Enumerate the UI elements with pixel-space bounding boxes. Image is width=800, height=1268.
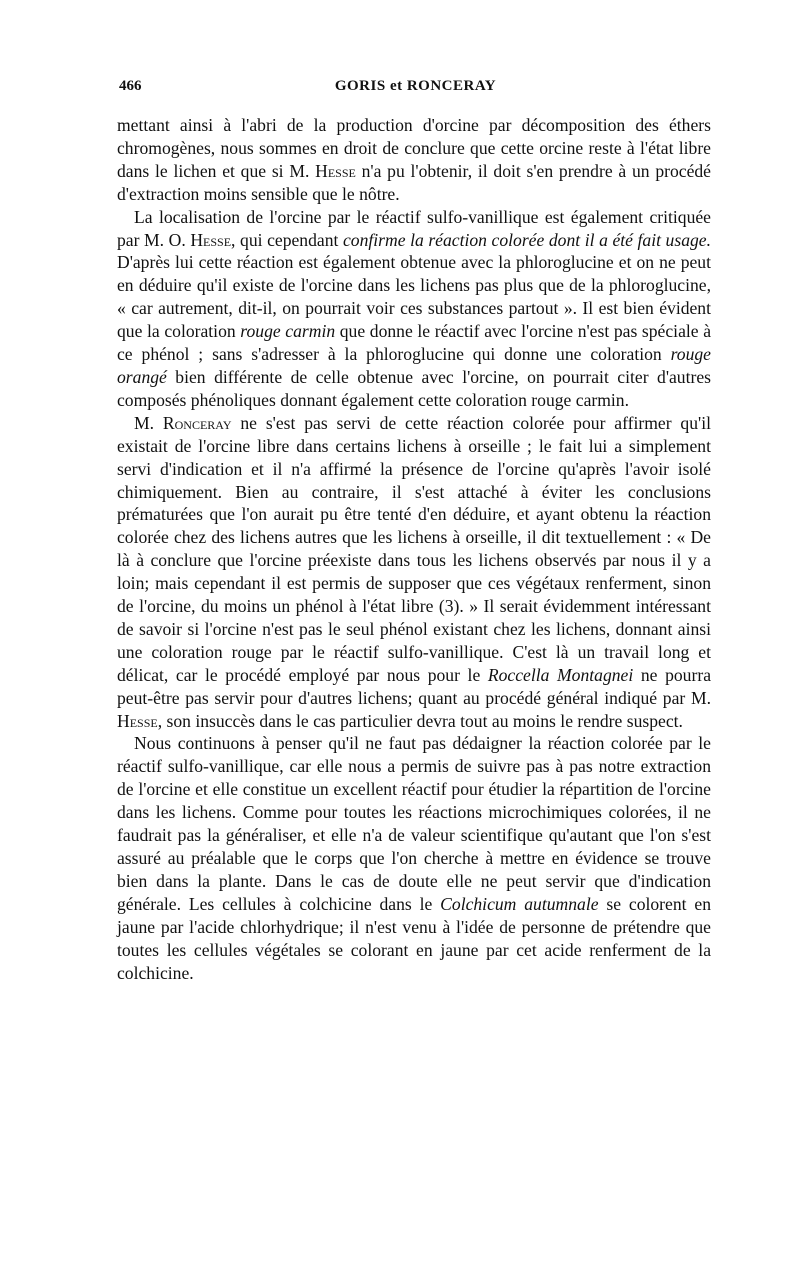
- text-run: , son insuccès dans le cas particulier devra tout au moins le rendre suspect.: [157, 710, 683, 731]
- body-text: [117, 114, 711, 984]
- author-name: Hesse: [315, 160, 356, 181]
- text-run: ne s'est pas servi de cette réaction colorée pour affirmer qu'il existait de l'orcine libre dans certains lichens à orseille ; le fait lui a simplement servi d'indication et il n'a affirmé la présence de l'orcine qu'après l'avoir isolé chimiquement. Bien au contraire, il s'est attaché à éviter les conclusions prématurées que l'on aurait pu être tenté d'en déduire, et ayant obtenu la réaction colorée chez des lichens autres que les lichens à orseille, il dit textuellement : « De là à conclure que l'orcine préexiste dans tous les lichens observés par nous il y a loin; mais cependant il est permis de supposer que ces végétaux renferment, sinon de l'orcine, du moins un phénol à l'état libre (3). » Il serait évidemment intéressant de savoir si l'orcine n'est pas le seul phénol existant chez les lichens, donnant ainsi une coloration rouge par le réactif sulfo-vanillique. C'est là un travail long et délicat, car le procédé employé par nous pour le: [117, 412, 711, 685]
- paragraph: [117, 412, 711, 733]
- paragraph: [117, 206, 711, 412]
- italic-text: Colchicum autumnale: [440, 893, 599, 914]
- page-header: [119, 78, 712, 100]
- italic-text: confirme la réaction colorée dont il a été fait usage.: [342, 229, 711, 250]
- text-run: Nous continuons à penser qu'il ne faut pas dédaigner la réaction colorée par le réactif sulfo-vanillique, car elle nous a permis de suivre pas à pas notre extraction de l'orcine et elle constitue un excellent réactif pour étudier la répartition de l'orcine dans les lichens. Comme pour toutes les réactions microchimiques colorées, il ne faudrait pas la généraliser, et elle n'a de valeur scientifique qu'autant que l'on s'est assuré au préalable que le corps que l'on cherche à mettre en évidence se trouve bien dans la plante. Dans le cas de doute elle ne peut servir que d'indication générale. Les cellules à colchicine dans le: [117, 733, 711, 914]
- text-run: La localisation de l'orcine par le réactif sulfo-vanillique est également critiquée par M. O.: [117, 206, 711, 250]
- author-name: Ronceray: [162, 412, 232, 433]
- text-run: , qui cependant: [231, 229, 343, 250]
- italic-text: rouge orangé: [117, 344, 711, 387]
- text-run: que donne le réactif avec l'orcine n'est pas spéciale à ce phénol ; sans s'adresser à la phloroglucine qui donne une coloration: [117, 321, 711, 365]
- text-run: ne pourra peut-être pas servir pour d'autres lichens; quant au procédé général indiqué par M.: [117, 664, 712, 708]
- text-run: mettant ainsi à l'abri de la production d'orcine par décomposition des éthers chromogènes, nous sommes en droit de conclure que cette orcine reste à l'état libre dans le lichen et que si M.: [117, 115, 711, 181]
- author-name: Hesse: [190, 229, 232, 250]
- running-title: GORIS et RONCERAY: [334, 78, 497, 94]
- text-run: se colorent en jaune par l'acide chlorhydrique; il n'est venu à l'idée de personne de prétendre que toutes les cellules végétales se colorant en jaune par cet acide renferment de la colchicine.: [117, 893, 711, 983]
- text-run: n'a pu l'obtenir, il doit s'en prendre à un procédé d'extraction moins sensible que le nôtre.: [117, 160, 711, 204]
- paragraph: [117, 114, 711, 206]
- text-run: D'après lui cette réaction est également obtenue avec la phloroglucine et on ne peut en déduire qu'il existe de l'orcine dans les lichens pas plus que de la phloroglucine, « car autrement, dit-il, on pourrait voir ces substances partout ». Il est bien évident que la coloration: [117, 252, 711, 342]
- page-number: 466: [119, 78, 142, 94]
- text-run: M.: [134, 412, 163, 433]
- italic-text: Roccella Montagnei: [487, 664, 634, 685]
- italic-text: rouge carmin: [240, 321, 336, 342]
- author-name: Hesse: [117, 710, 158, 731]
- text-run: bien différente de celle obtenue avec l'orcine, on pourrait citer d'autres composés phénoliques donnant également cette coloration rouge carmin.: [117, 366, 711, 410]
- paragraph: [117, 732, 711, 984]
